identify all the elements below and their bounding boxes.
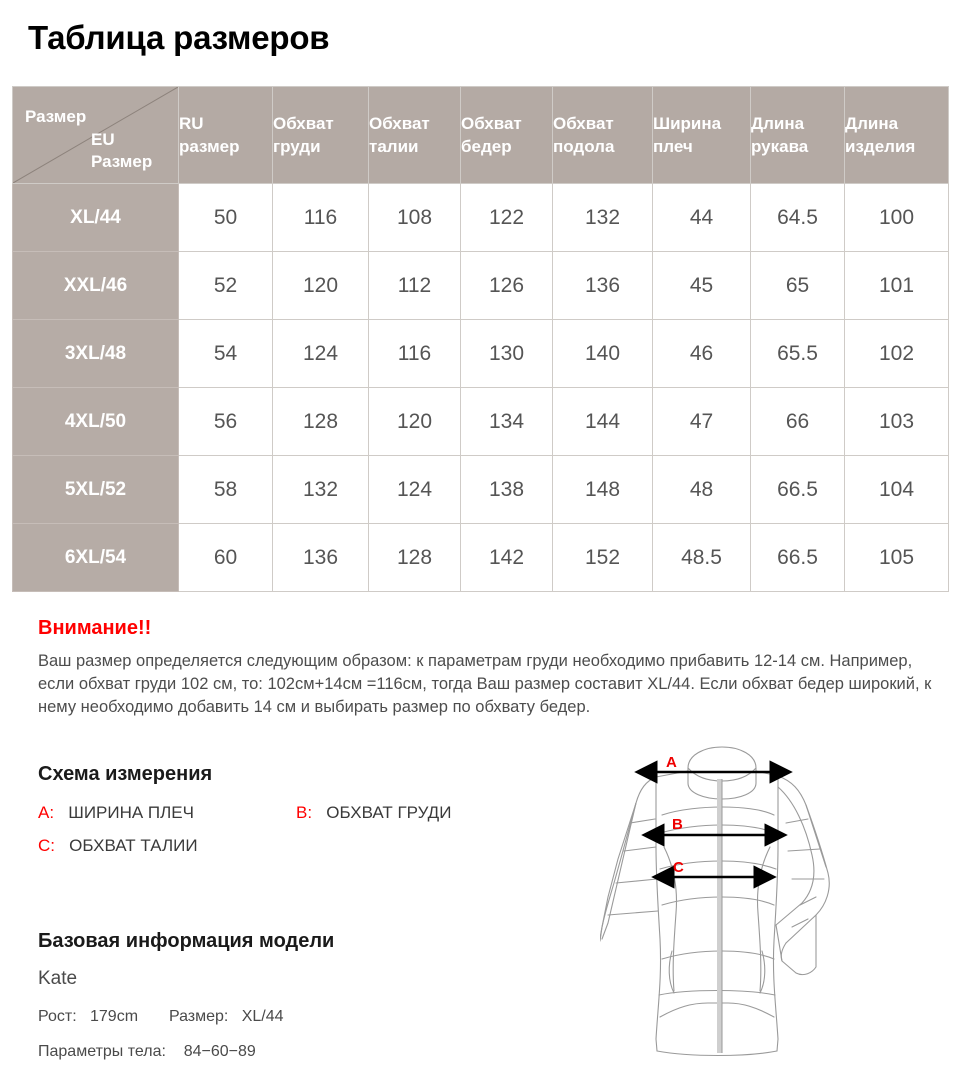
legend-item-a xyxy=(38,803,194,823)
cell-ru-size: 58 xyxy=(179,456,273,524)
table-row xyxy=(13,252,949,320)
cell-hip: 142 xyxy=(461,524,553,592)
cell-shoulder: 47 xyxy=(653,388,751,456)
header-line2: рукава xyxy=(751,137,809,156)
header-cell-chest xyxy=(273,87,369,184)
model-name: Kate xyxy=(38,968,78,989)
header-line1: Обхват xyxy=(461,114,522,133)
size-chart-table-container xyxy=(12,86,948,592)
cell-shoulder: 45 xyxy=(653,252,751,320)
diagram-marker-c: C xyxy=(673,859,684,876)
legend-label-b: ОБХВАТ ГРУДИ xyxy=(326,803,452,822)
cell-hem: 140 xyxy=(553,320,653,388)
header-line1: Обхват xyxy=(273,114,334,133)
header-cell-size-corner xyxy=(13,87,179,184)
cell-size-label: 5XL/52 xyxy=(13,456,179,524)
cell-ru-size: 52 xyxy=(179,252,273,320)
cell-waist: 112 xyxy=(369,252,461,320)
cell-ru-size: 60 xyxy=(179,524,273,592)
header-line2: талии xyxy=(369,137,419,156)
model-size-value: XL/44 xyxy=(241,1008,284,1025)
cell-ru-size: 54 xyxy=(179,320,273,388)
header-cell-shoulder xyxy=(653,87,751,184)
cell-shoulder: 48 xyxy=(653,456,751,524)
header-cell-hip xyxy=(461,87,553,184)
model-height-value: 179cm xyxy=(90,1008,139,1025)
legend-label-a: ШИРИНА ПЛЕЧ xyxy=(68,803,194,822)
header-line1: Длина xyxy=(751,114,805,133)
header-line1: RU xyxy=(179,114,204,133)
cell-hip: 134 xyxy=(461,388,553,456)
header-line2: плеч xyxy=(653,137,693,156)
cell-chest: 116 xyxy=(273,184,369,252)
table-row xyxy=(13,388,949,456)
cell-chest: 124 xyxy=(273,320,369,388)
header-line1: Ширина xyxy=(653,114,722,133)
header-cell-waist xyxy=(369,87,461,184)
legend-row xyxy=(38,803,598,836)
model-body-value: 84−60−89 xyxy=(183,1043,256,1060)
cell-waist: 120 xyxy=(369,388,461,456)
cell-chest: 132 xyxy=(273,456,369,524)
cell-sleeve-length: 66 xyxy=(751,388,845,456)
header-line2: подола xyxy=(553,137,615,156)
attention-description: Ваш размер определяется следующим образом: к параметрам груди необходимо прибавить 12-14 см. Например, если обхват груди 102 см, то: 102см+14см =116см, тогда Ваш размер составит XL/44. Если обхват бедер широкий, к нему необходимо добавить 14 см и выбирать размер по обхвату бедер. xyxy=(38,652,932,716)
cell-hem: 148 xyxy=(553,456,653,524)
legend-key-c: C: xyxy=(38,836,55,855)
attention-heading: Внимание!! xyxy=(38,617,152,639)
header-line2: груди xyxy=(273,137,321,156)
page-title: Таблица размеров xyxy=(28,19,330,56)
header-cell-garment-length xyxy=(845,87,949,184)
diagram-marker-a: A xyxy=(666,754,677,771)
cell-size-label: 3XL/48 xyxy=(13,320,179,388)
header-line1: Обхват xyxy=(553,114,614,133)
cell-chest: 136 xyxy=(273,524,369,592)
table-row xyxy=(13,184,949,252)
legend-key-a: A: xyxy=(38,803,55,822)
cell-sleeve-length: 66.5 xyxy=(751,456,845,524)
header-label-eu-line1: EU xyxy=(91,130,115,149)
cell-hem: 132 xyxy=(553,184,653,252)
cell-shoulder: 44 xyxy=(653,184,751,252)
header-cell-ru-size xyxy=(179,87,273,184)
cell-waist: 108 xyxy=(369,184,461,252)
cell-size-label: XXL/46 xyxy=(13,252,179,320)
cell-garment-length: 105 xyxy=(845,524,949,592)
jacket-measurement-diagram xyxy=(600,727,960,1091)
cell-size-label: XL/44 xyxy=(13,184,179,252)
measurement-scheme-heading: Схема измерения xyxy=(38,763,213,785)
cell-sleeve-length: 65.5 xyxy=(751,320,845,388)
cell-sleeve-length: 64.5 xyxy=(751,184,845,252)
cell-garment-length: 100 xyxy=(845,184,949,252)
cell-hem: 144 xyxy=(553,388,653,456)
cell-hem: 136 xyxy=(553,252,653,320)
header-label-ru-size-top: Размер xyxy=(25,107,87,126)
measurement-legend xyxy=(38,803,598,869)
diagram-marker-b: B xyxy=(672,816,683,833)
model-info-heading: Базовая информация модели xyxy=(38,930,335,952)
cell-waist: 116 xyxy=(369,320,461,388)
cell-shoulder: 46 xyxy=(653,320,751,388)
model-body-label: Параметры тела: xyxy=(38,1043,166,1060)
legend-key-b: B: xyxy=(296,803,313,822)
cell-ru-size: 50 xyxy=(179,184,273,252)
cell-waist: 128 xyxy=(369,524,461,592)
legend-label-c: ОБХВАТ ТАЛИИ xyxy=(69,836,198,855)
cell-hip: 126 xyxy=(461,252,553,320)
legend-item-b xyxy=(296,803,451,823)
cell-hem: 152 xyxy=(553,524,653,592)
table-row xyxy=(13,456,949,524)
header-label-eu-line2: Размер xyxy=(91,152,153,171)
cell-garment-length: 101 xyxy=(845,252,949,320)
size-chart-table xyxy=(12,86,949,592)
legend-item-c xyxy=(38,836,198,856)
model-height-label: Рост: xyxy=(38,1008,77,1025)
zipper-line xyxy=(717,779,722,1053)
cell-garment-length: 102 xyxy=(845,320,949,388)
model-body-params-row xyxy=(38,1043,256,1061)
cell-ru-size: 56 xyxy=(179,388,273,456)
cell-garment-length: 104 xyxy=(845,456,949,524)
header-line2: размер xyxy=(179,137,240,156)
cell-sleeve-length: 66.5 xyxy=(751,524,845,592)
jacket-illustration-svg xyxy=(600,727,960,1091)
cell-hip: 122 xyxy=(461,184,553,252)
cell-size-label: 4XL/50 xyxy=(13,388,179,456)
header-cell-sleeve-length xyxy=(751,87,845,184)
table-row xyxy=(13,320,949,388)
header-line1: Обхват xyxy=(369,114,430,133)
cell-hip: 130 xyxy=(461,320,553,388)
cell-size-label: 6XL/54 xyxy=(13,524,179,592)
cell-chest: 120 xyxy=(273,252,369,320)
cell-sleeve-length: 65 xyxy=(751,252,845,320)
cell-garment-length: 103 xyxy=(845,388,949,456)
cell-chest: 128 xyxy=(273,388,369,456)
header-cell-hem xyxy=(553,87,653,184)
cell-waist: 124 xyxy=(369,456,461,524)
cell-shoulder: 48.5 xyxy=(653,524,751,592)
header-line2: бедер xyxy=(461,137,512,156)
model-size-label: Размер: xyxy=(168,1008,229,1025)
legend-row xyxy=(38,836,598,869)
cell-hip: 138 xyxy=(461,456,553,524)
table-row xyxy=(13,524,949,592)
model-height-size-row xyxy=(38,1008,284,1026)
header-line1: Длина xyxy=(845,114,899,133)
header-line2: изделия xyxy=(845,137,916,156)
header-label-eu-size-bottom xyxy=(91,129,152,173)
table-header-row xyxy=(13,87,949,184)
